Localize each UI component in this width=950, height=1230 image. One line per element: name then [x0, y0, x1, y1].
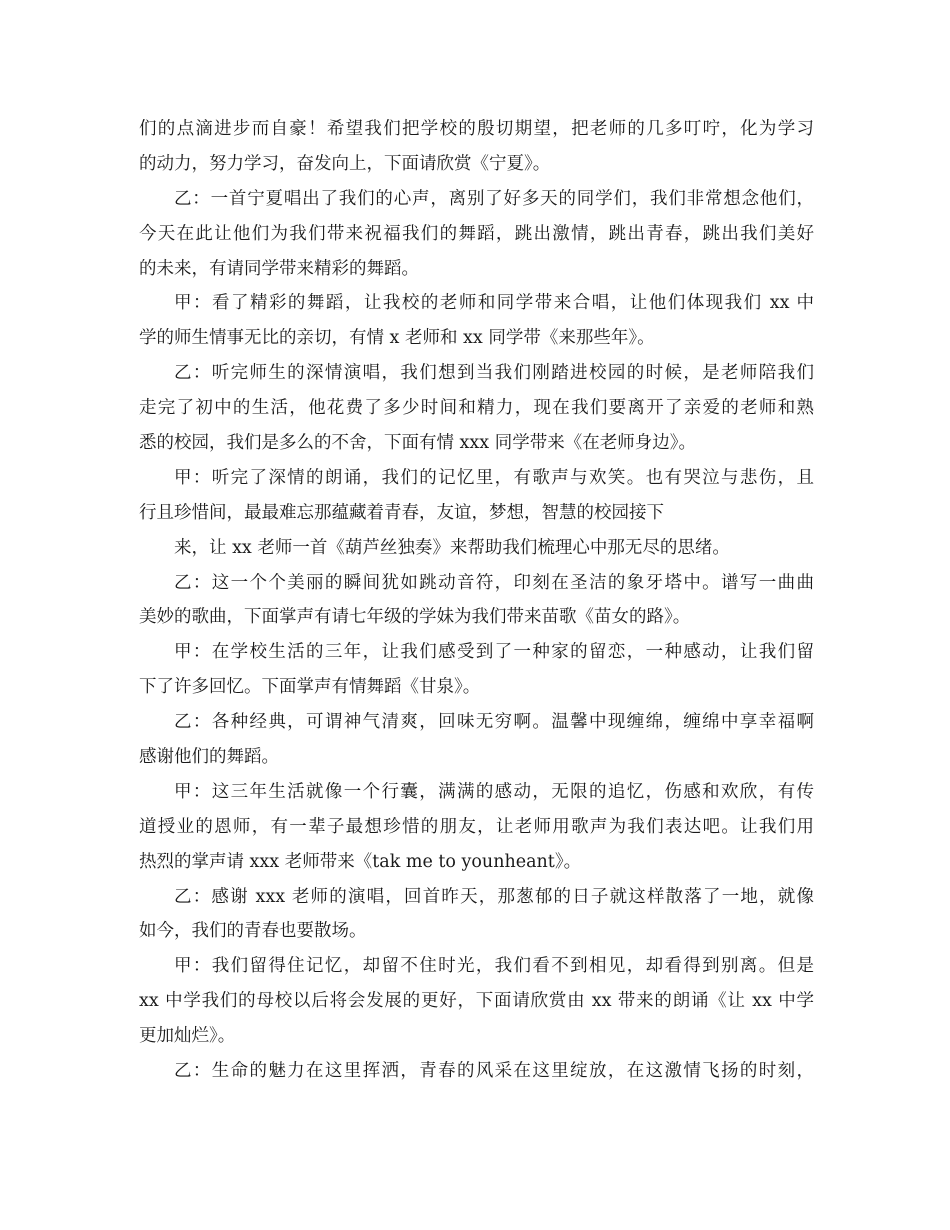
text-line: 们的点滴进步而自豪！希望我们把学校的殷切期望，把老师的几多叮咛，化为学习 [139, 119, 814, 139]
text-line: 来，让 xx 老师一首《葫芦丝独奏》来帮助我们梳理心中那无尽的思绪。 [174, 537, 730, 558]
text-line: xx 中学我们的母校以后将会发展的更好，下面请欣赏由 xx 带来的朗诵《让 xx 中学 [139, 991, 814, 1012]
text-line: 乙：一首宁夏唱出了我们的心声，离别了好多天的同学们，我们非常想念他们， [174, 188, 814, 209]
text-line: 乙：感谢 xxx 老师的演唱，回首昨天，那葱郁的日子就这样散落了一地，就像 [174, 886, 814, 907]
text-line: 更加灿烂》。 [139, 1026, 236, 1047]
text-line: 感谢他们的舞蹈。 [139, 747, 279, 768]
text-line: 美妙的歌曲，下面掌声有请七年级的学妹为我们带来苗歌《苗女的路》。 [139, 607, 691, 628]
text-line: 悉的校园，我们是多么的不舍，下面有情 xxx 同学带来《在老师身边》。 [139, 433, 696, 454]
text-line: 道授业的恩师，有一辈子最想珍惜的朋友，让老师用歌声为我们表达吧。让我们用 [139, 816, 814, 837]
text-line: 乙：生命的魅力在这里挥洒，青春的风采在这里绽放，在这激情飞扬的时刻， [174, 1061, 814, 1082]
text-line: 乙：这一个个美丽的瞬间犹如跳动音符，印刻在圣洁的象牙塔中。谱写一曲曲 [174, 572, 814, 593]
text-line: 的动力，努力学习，奋发向上，下面请欣赏《宁夏》。 [139, 153, 551, 174]
text-line: 甲：我们留得住记忆，却留不住时光，我们看不到相见，却看得到别离。但是 [174, 956, 814, 977]
text-line: 乙：各种经典，可谓神气清爽，回味无穷啊。温馨中现缠绵，缠绵中享幸福啊 [174, 712, 814, 733]
text-line: 的未来，有请同学带来精彩的舞蹈。 [139, 258, 419, 279]
document-body [139, 112, 814, 1089]
text-line: 学的师生情事无比的亲切，有情 x 老师和 xx 同学带《来那些年》。 [139, 328, 655, 349]
text-line: 甲：听完了深情的朗诵，我们的记忆里，有歌声与欢笑。也有哭泣与悲伤，且 [174, 467, 814, 488]
text-line: 甲：在学校生活的三年，让我们感受到了一种家的留恋，一种感动，让我们留 [174, 642, 814, 663]
text-line: 今天在此让他们为我们带来祝福我们的舞蹈，跳出激情，跳出青春，跳出我们美好 [139, 223, 814, 244]
text-line: 甲：这三年生活就像一个行囊，满满的感动，无限的追忆，伤感和欢欣，有传 [174, 781, 814, 802]
text-line: 乙：听完师生的深情演唱，我们想到当我们刚踏进校园的时候，是老师陪我们 [174, 363, 814, 384]
text-line: 行且珍惜间，最最难忘那蕴藏着青春，友谊，梦想，智慧的校园接下 [139, 502, 664, 523]
text-line: 热烈的掌声请 xxx 老师带来《tak me to younheant》。 [139, 851, 582, 872]
text-line: 如今，我们的青春也要散场。 [139, 921, 367, 942]
text-line: 甲：看了精彩的舞蹈，让我校的老师和同学带来合唱，让他们体现我们 xx 中 [174, 293, 814, 314]
text-line: 下了许多回忆。下面掌声有情舞蹈《甘泉》。 [139, 677, 481, 698]
text-line: 走完了初中的生活，他花费了多少时间和精力，现在我们要离开了亲爱的老师和熟 [139, 398, 814, 419]
